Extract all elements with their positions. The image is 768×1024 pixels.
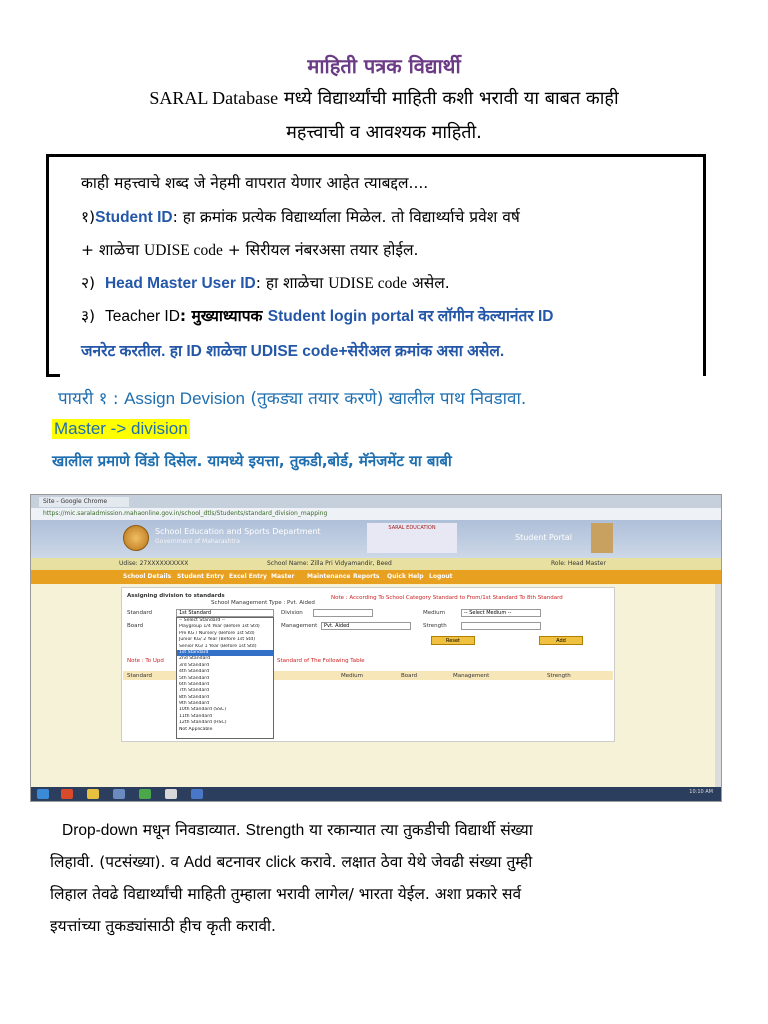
box-intro: काही महत्त्वाचे शब्द जे नेहमी वापरात येणार आहेत त्याबद्दल.... [81,174,429,192]
dropdown-option[interactable]: Senior KG/ 1 Year (Before 1st Std) [179,643,257,649]
dropdown-option[interactable]: 8th Standard [179,694,209,700]
browser-tab: Site - Google Chrome [39,497,129,507]
item2-number: २) [81,274,96,292]
item3-term: Teacher ID [104,308,180,325]
th-strength: Strength [547,673,571,679]
dropdown-option[interactable]: 5th Standard [179,675,209,681]
item2-term: Head Master User ID [104,275,256,292]
menu-path-highlight: Master -> division [54,419,188,438]
th-medium: Medium [341,673,363,679]
dropdown-option[interactable]: 11th Standard [179,713,212,719]
dropdown-option[interactable]: Not Applicable [179,726,213,732]
instr-l1-d: या रकान्यात त्या तुकडीची विद्यार्थी संख्या [304,821,533,839]
instr-l2-a: लिहावी. (पटसंख्या). व [50,853,184,871]
instructions-line-2 [50,850,532,872]
word-icon[interactable] [191,789,203,799]
key-terms-box [46,154,706,376]
panel-note: Note : According To School Category Standard to From/1st Standard To 8th Standard [331,595,563,601]
th-management: Management [453,673,490,679]
menu-excel-entry[interactable]: Excel Entry [229,573,267,580]
item1-text: : हा क्रमांक प्रत्येक विद्यार्थ्याला मिळेल. तो विद्यार्थ्याचे प्रवेश वर्ष [172,208,520,226]
org-subname: Government of Maharashtra [155,538,240,545]
item1-cont-b: + सिरीयल नंबरअसा तयार होईल. [222,241,419,259]
panel-heading: Assigning division to standards [127,593,225,599]
dropdown-option[interactable]: 12th Standard (HSC) [179,720,227,726]
division-input[interactable] [313,609,373,617]
menu-reports[interactable]: Reports [353,573,380,580]
strength-input[interactable] [461,622,541,630]
box-item-teacher-id [81,304,554,326]
start-icon[interactable] [37,789,49,799]
lower-note: Note : To Upd [127,658,164,664]
item3-text-a: : मुख्याध्यापक [179,307,268,325]
add-button[interactable]: Add [539,636,583,645]
item3-number: ३) [81,307,96,325]
org-name: School Education and Sports Department [155,527,321,536]
medium-label: Medium [423,610,445,616]
dropdown-option-selected[interactable]: 1st Standard [177,650,273,656]
dropdown-option[interactable]: 6th Standard [179,681,209,687]
menu-logout[interactable]: Logout [429,573,453,580]
th-board: Board [401,673,418,679]
item2-udise: UDISE code [328,275,407,292]
step-1-heading [58,386,526,409]
item3-text-b: केल्यानंतर ID [473,308,554,325]
board-label: Board [127,623,144,629]
management-label: Management [281,623,318,629]
medium-select[interactable]: -- Select Medium -- [461,609,541,617]
emblem-icon [591,523,613,553]
th-standard: Standard [127,673,153,679]
dropdown-option[interactable]: 4th Standard [179,669,209,675]
box-item-head-master-id [81,271,450,293]
portal-name: Student Portal [515,533,573,542]
item1-number: १) [81,208,96,226]
menu-quick-help[interactable]: Quick Help [387,573,424,580]
menu-student-entry[interactable]: Student Entry [177,573,225,580]
item3-portal: Student login portal वर लॉगीन [267,308,474,325]
box-item-student-id-cont [81,238,418,260]
subtitle-line-2: महत्त्वाची व आवश्यक माहिती. [286,122,482,143]
menu-school-details[interactable]: School Details [123,573,172,580]
item1-cont-a: + शाळेचा [81,241,145,259]
instructions-line-1 [62,818,533,840]
address-bar: https://mic.saraladmission.mahaonline.gov.in/school_dtls/Students/standard_division_mapping [31,508,721,520]
instr-dropdown: Drop-down [62,822,138,839]
info-udise: Udise: 27XXXXXXXXXX [119,560,189,567]
box-item-student-id [81,205,520,227]
strength-label: Strength [423,623,447,629]
saral-logo: SARAL EDUCATION [367,523,457,553]
browser-titlebar [31,495,721,508]
standard-label: Standard [127,610,153,616]
instructions-line-4: इयत्तांच्या तुकड्यांसाठी हीच कृती करावी. [50,917,276,935]
folder-icon[interactable] [87,789,99,799]
dropdown-option[interactable]: Playgroup 1/4 Year (Before 1st Std) [179,624,260,630]
instr-l2-e: करावे. लक्षात ठेवा येथे जेवढी संख्या तुम्ही [295,853,533,871]
lower-note-b: Standard of The Following Table [277,658,365,664]
media-icon[interactable] [113,789,125,799]
info-school: School Name: Zilla Pri Vidyamandir, Beed [267,560,392,567]
box-item-teacher-id-cont: जनरेट करतील. हा ID शाळेचा UDISE code+सेरीअल क्रमांक असा असेल. [81,343,505,360]
page-scrollbar[interactable] [715,584,721,789]
chrome-icon[interactable] [165,789,177,799]
subtitle-text: मध्ये विद्यार्थ्यांची माहिती कशी भरावी या बाबत काही [278,88,619,109]
step-label-a: पायरी १ : [58,389,125,409]
item1-udise: UDISE code [144,242,223,259]
instr-strength: Strength [245,822,305,839]
item1-term: Student ID [95,209,173,226]
dropdown-option[interactable]: Junior KG/ 2 Year (Before 1st Std) [179,637,256,643]
subtitle-saral: SARAL Database [149,88,279,108]
dropdown-option[interactable]: 3rd Standard [179,662,210,668]
dropdown-option[interactable]: 10th Standard (SSC) [179,707,227,713]
taskbar-clock: 10:10 AM [689,789,713,795]
instr-click: click [265,854,296,871]
item2-text-b: असेल. [406,274,450,292]
info-bar [31,558,721,570]
instr-add: Add [183,854,212,871]
standard-select[interactable]: 1st Standard [176,609,274,617]
windows-taskbar [31,787,721,801]
division-label: Division [281,610,303,616]
page-title: माहिती पत्रक विद्यार्थी [307,54,461,78]
info-role: Role: Head Master [551,560,606,567]
standard-dropdown-list[interactable] [176,617,274,739]
portal-screenshot [30,494,722,802]
item2-text-a: : हा शाळेचा [255,274,329,292]
browser-icon[interactable] [61,789,73,799]
dropdown-option[interactable]: 7th Standard [179,688,209,694]
maharashtra-seal-icon [123,525,149,551]
management-type: School Management Type : Pvt. Aided [211,600,315,606]
step-label-en: Assign Devision [124,389,246,408]
menu-master[interactable]: Master [271,573,295,580]
menu-maintenance[interactable]: Maintenance [307,573,351,580]
app-icon[interactable] [139,789,151,799]
step-description: खालील प्रमाणे विंडो दिसेल. यामध्ये इयत्ता, तुकडी,बोर्ड, मॅनेजमेंट या बाबी [52,452,452,470]
dropdown-option[interactable]: 9th Standard [179,701,209,707]
management-select[interactable]: Pvt. Aided [321,622,411,630]
reset-button[interactable]: Reset [431,636,475,645]
dropdown-option[interactable]: 2nd Standard [179,656,211,662]
box-corner [46,372,60,377]
instr-l2-c: बटनावर [211,853,266,871]
dropdown-option[interactable]: Pre KG / Nursery (Before 1st Std) [179,630,255,636]
instr-l1-b: मधून निवडाव्यात. [137,821,246,839]
subtitle-line-1 [0,86,768,110]
instructions-line-3: लिहाल तेवढे विद्यार्थ्यांची माहिती तुम्हाला भरावी लागेल/ भारता येईल. अशा प्रकारे सर्व [50,885,522,903]
dropdown-option[interactable]: -- Select Standard -- [179,618,226,623]
step-label-b: (तुकड्या तयार करणे) खालील पाथ निवडावा. [245,389,527,409]
portal-menu [31,570,721,584]
